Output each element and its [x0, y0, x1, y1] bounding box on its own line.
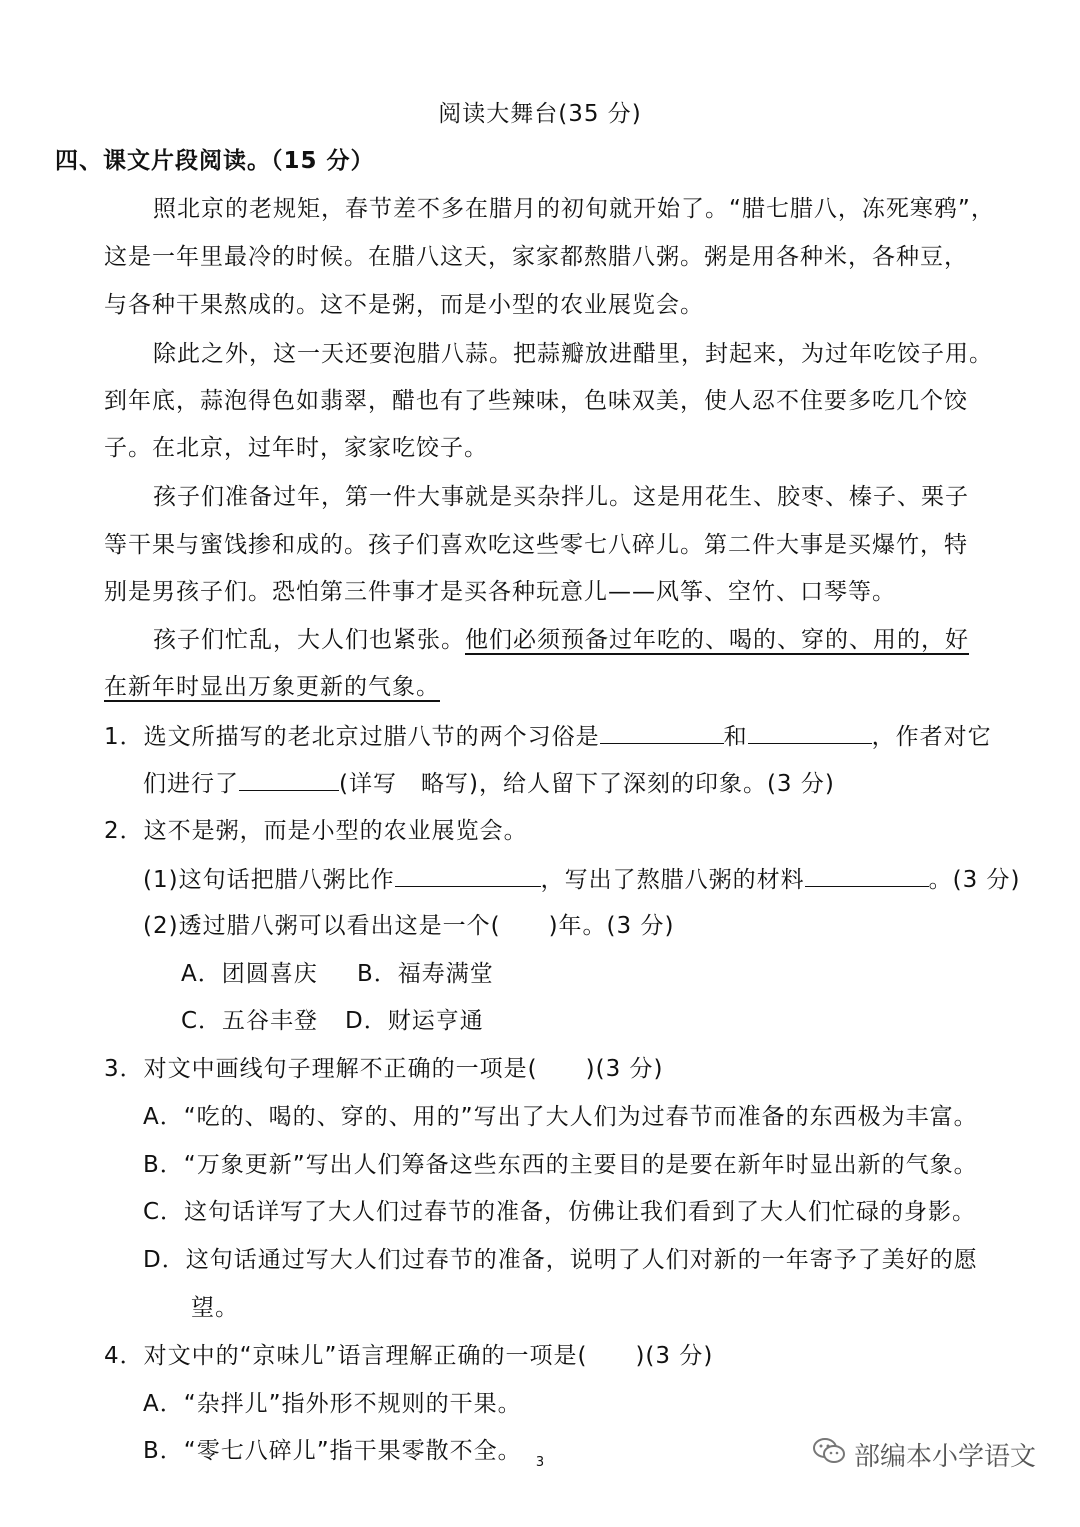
option-d[interactable]: D．这句话通过写大人们过春节的准备，说明了人们对新的一年寄予了美好的愿 — [143, 1247, 978, 1273]
question-text: (1)这句话把腊八粥比作 — [143, 867, 395, 893]
question-number: 3． — [104, 1056, 144, 1082]
question-2 — [104, 814, 528, 848]
question-number: 1． — [104, 724, 144, 750]
page-number: 3 — [535, 1455, 545, 1470]
question-text: 和 — [723, 724, 748, 750]
answer-blank[interactable] — [395, 862, 541, 887]
passage-line: 这是一年里最冷的时候。在腊八这天，家家都熬腊八粥。粥是用各种米，各种豆， — [104, 244, 968, 270]
option-c[interactable]: C．这句话详写了大人们过春节的准备，仿佛让我们看到了大人们忙碌的身影。 — [143, 1199, 977, 1225]
passage-line: 别是男孩子们。恐怕第三件事才是买各种玩意儿——风筝、空竹、口琴等。 — [104, 579, 896, 605]
option-d[interactable]: D．财运亨通 — [345, 1008, 484, 1034]
question-1 — [104, 719, 992, 754]
passage-line: 等干果与蜜饯掺和成的。孩子们喜欢吃这些零七八碎儿。第二件大事是买爆竹，特 — [104, 532, 968, 558]
question-text: 这不是粥，而是小型的农业展览会。 — [143, 818, 528, 844]
option-a[interactable]: A．团圆喜庆 — [181, 961, 318, 987]
question-number: 2． — [104, 818, 144, 844]
question-text: ，写出了熬腊八粥的材料 — [540, 867, 805, 893]
passage-line: 到年底，蒜泡得色如翡翠，醋也有了些辣味，色味双美，使人忍不住要多吃几个饺 — [104, 388, 968, 414]
option-a[interactable]: A．“吃的、喝的、穿的、用的”写出了大人们为过春节而准备的东西极为丰富。 — [143, 1104, 978, 1130]
passage-line — [153, 623, 969, 657]
section-heading: 四、课文片段阅读。（15 分） — [55, 148, 375, 174]
question-text: 对文中画线句子理解不正确的一项是( — [143, 1056, 538, 1082]
question-text: 选文所描写的老北京过腊八节的两个习俗是 — [143, 724, 600, 750]
wechat-icon — [812, 1436, 854, 1473]
option-a[interactable]: A．“杂拌儿”指外形不规则的干果。 — [143, 1391, 522, 1417]
question-1-line-2 — [143, 766, 835, 801]
question-text: 们进行了 — [143, 771, 239, 797]
option-b[interactable]: B．“零七八碎儿”指干果零散不全。 — [143, 1438, 522, 1464]
underlined-sentence: 他们必须预备过年吃的、喝的、穿的、用的，好 — [465, 627, 969, 653]
answer-blank[interactable] — [600, 719, 724, 744]
question-2-sub-2 — [143, 909, 674, 943]
question-text: (详写 略写)，给人留下了深刻的印象。(3 分) — [339, 771, 835, 797]
question-number: 4． — [104, 1343, 144, 1369]
passage-line: 除此之外，这一天还要泡腊八蒜。把蒜瓣放进醋里，封起来，为过年吃饺子用。 — [153, 341, 993, 367]
question-3 — [104, 1052, 664, 1086]
question-text: )年。(3 分) — [548, 913, 675, 939]
watermark-text: 部编本小学语文 — [854, 1442, 1037, 1472]
answer-blank[interactable] — [748, 719, 872, 744]
passage-line — [104, 670, 440, 704]
question-text: )(3 分) — [635, 1343, 714, 1369]
passage-text: 孩子们忙乱，大人们也紧张。 — [153, 627, 465, 653]
section-title: 阅读大舞台(35 分) — [438, 101, 642, 127]
passage-line: 子。在北京，过年时，家家吃饺子。 — [104, 435, 488, 461]
passage-line: 孩子们准备过年，第一件大事就是买杂拌儿。这是用花生、胶枣、榛子、栗子 — [153, 484, 969, 510]
option-d-continued: 望。 — [191, 1295, 239, 1321]
answer-blank[interactable] — [239, 766, 339, 791]
question-4 — [104, 1339, 713, 1373]
option-c[interactable]: C．五谷丰登 — [181, 1008, 319, 1034]
passage-line: 与各种干果熬成的。这不是粥，而是小型的农业展览会。 — [104, 292, 704, 318]
option-b[interactable]: B．福寿满堂 — [357, 961, 494, 987]
question-text: (2)透过腊八粥可以看出这是一个( — [143, 913, 501, 939]
watermark — [812, 1436, 1036, 1473]
question-text: )(3 分) — [585, 1056, 664, 1082]
underlined-sentence: 在新年时显出万象更新的气象。 — [104, 674, 440, 700]
question-text: 。(3 分) — [928, 867, 1021, 893]
question-text: ，作者对它 — [871, 724, 992, 750]
question-text: 对文中的“京味儿”语言理解正确的一项是( — [143, 1343, 588, 1369]
question-2-sub-1 — [143, 862, 1020, 897]
option-b[interactable]: B．“万象更新”写出人们筹备这些东西的主要目的是要在新年时显出新的气象。 — [143, 1152, 978, 1178]
answer-blank[interactable] — [805, 862, 929, 887]
passage-line: 照北京的老规矩，春节差不多在腊月的初旬就开始了。“腊七腊八，冻死寒鸦”， — [153, 196, 995, 222]
